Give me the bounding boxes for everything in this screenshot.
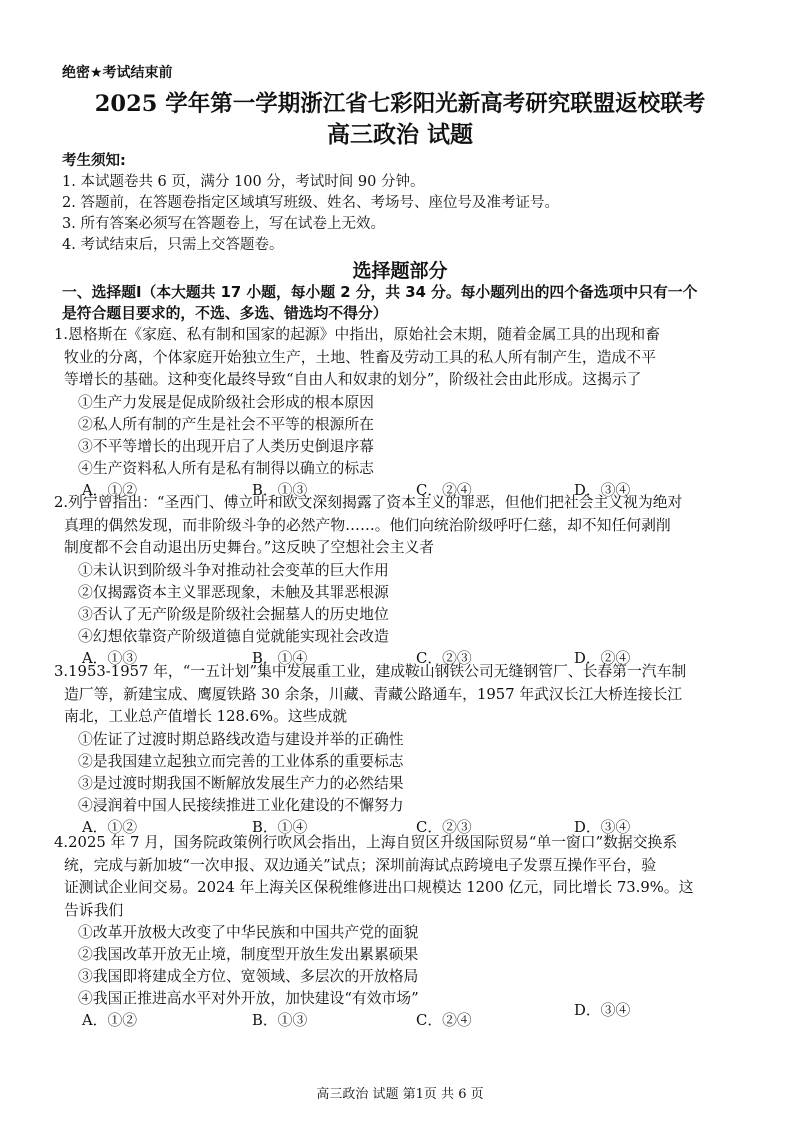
stem-line: 制度都不会自动退出历史舞台。”这反映了空想社会主义者	[64, 539, 435, 556]
notice-item: 3. 所有答案必须写在答题卷上，写在试卷上无效。	[62, 216, 385, 232]
question-stem	[54, 324, 754, 392]
statement: ④我国正推进高水平对外开放，加快建设“有效市场”	[78, 990, 419, 1007]
part-heading	[62, 282, 752, 324]
statement: ②是我国建立起独立而完善的工业体系的重要标志	[78, 752, 404, 770]
statement: ①改革开放极大改变了中华民族和中国共产党的面貌	[78, 924, 419, 941]
choice-c: C．②③	[416, 818, 472, 836]
statement: ②我国改革开放无止境，制度型开放生发出累累硕果	[78, 946, 419, 963]
notice-item: 4. 考试结束后，只需上交答题卷。	[62, 237, 284, 253]
statement: ③是过渡时期我国不断解放发展生产力的必然结果	[78, 774, 404, 792]
statement: ④幻想依靠资产阶级道德自觉就能实现社会改造	[78, 627, 389, 645]
choice-a: A．①③	[82, 649, 138, 667]
section-title: 选择题部分	[352, 260, 448, 282]
question-1	[54, 324, 754, 502]
choice-b: B．①③	[252, 481, 308, 499]
candidate-notice	[62, 150, 559, 256]
notice-item: 1. 本试题卷共 6 页，满分 100 分，考试时间 90 分钟。	[62, 174, 425, 190]
choice-b: B．①④	[252, 649, 308, 667]
stem-line: 真理的偶然发现，而非阶级斗争的必然产物……。他们向统治阶级呼吁仁慈，却不知任何剥削	[64, 516, 671, 534]
stem-line: 造厂等，新建宝成、鹰厦铁路 30 余条，川藏、青藏公路通车，1957 年武汉长江大桥连接长江	[64, 685, 683, 703]
choice-a: A．①②	[82, 481, 138, 499]
notice-item: 2. 答题前，在答题卷指定区域填写班级、姓名、考场号、座位号及准考证号。	[62, 195, 559, 211]
stem-line: 2.列宁曾指出：“圣西门、傅立叶和欧文深刻揭露了资本主义的罪恶，但他们把社会主义视为绝对	[54, 494, 683, 511]
answer-choices	[54, 1002, 754, 1032]
part-heading-line: 一、选择题Ⅰ（本大题共 17 小题，每小题 2 分，共 34 分。每小题列出的四个备选项中只有一个	[62, 284, 698, 301]
stem-line: 南北，工业总产值增长 128.6%。这些成就	[64, 708, 348, 725]
exam-title: 2025 学年第一学期浙江省七彩阳光新高考研究联盟返校联考	[94, 91, 706, 117]
page-footer: 高三政治 试题 第1页 共 6 页	[316, 1087, 484, 1102]
stem-line: 牧业的分离，个体家庭开始独立生产，土地、牲畜及劳动工具的私人所有制产生，造成不平	[64, 348, 656, 366]
statement-list	[54, 392, 754, 480]
choice-b: B．①③	[252, 1012, 308, 1029]
statement: ③不平等增长的出现开启了人类历史倒退序幕	[78, 437, 374, 455]
stem-line: 告诉我们	[64, 901, 124, 919]
statement: ①佐证了过渡时期总路线改造与建设并举的正确性	[78, 730, 404, 748]
statement: ①未认识到阶级斗争对推动社会变革的巨大作用	[78, 561, 389, 579]
question-stem	[54, 832, 754, 922]
choice-d: D．③④	[574, 1002, 631, 1019]
stem-line: 统，完成与新加坡“一次申报、双边通关”试点；深圳前海试点跨境电子发票互操作平台，验	[64, 856, 657, 874]
part-heading-line: 是符合题目要求的，不选、多选、错选均不得分）	[62, 305, 388, 322]
choice-b: B．①④	[252, 818, 308, 836]
choice-d: D．③④	[574, 818, 631, 836]
statement: ③我国即将建成全方位、宽领域、多层次的开放格局	[78, 968, 419, 985]
statement: ②私人所有制的产生是社会不平等的根源所在	[78, 415, 374, 433]
question-3	[54, 661, 754, 839]
stem-line: 证测试企业间交易。2024 年上海关区保税维修进出口规模达 1200 亿元，同比增长 73.9%。这	[64, 879, 694, 896]
statement-list	[54, 560, 754, 648]
statement: ②仅揭露资本主义罪恶现象，未触及其罪恶根源	[78, 583, 389, 601]
statement-list	[54, 922, 754, 1010]
confidential-mark: 绝密★考试结束前	[62, 65, 173, 81]
choice-a: A．①②	[82, 818, 138, 836]
stem-line: 3.1953-1957 年，“一五计划”集中发展重工业，建成鞍山钢铁公司无缝钢管厂、长春第一汽车制	[54, 663, 687, 680]
notice-heading: 考生须知:	[62, 153, 126, 169]
choice-c: C．②④	[416, 1012, 472, 1029]
choice-d: D．③④	[574, 481, 631, 499]
statement: ③否认了无产阶级是阶级社会掘墓人的历史地位	[78, 605, 389, 623]
statement: ④生产资料私人所有是私有制得以确立的标志	[78, 459, 374, 477]
exam-subtitle: 高三政治 试题	[326, 121, 473, 148]
statement-list	[54, 729, 754, 817]
choice-c: C．②④	[416, 481, 472, 499]
choice-a: A．①②	[82, 1012, 138, 1029]
stem-line: 4.2025 年 7 月，国务院政策例行吹风会指出，上海自贸区升级国际贸易“单一窗口”数据交换系	[54, 834, 678, 851]
choice-d: D．②④	[574, 649, 631, 667]
question-2	[54, 492, 754, 670]
question-stem	[54, 661, 754, 729]
stem-line: 等增长的基础。这种变化最终导致“自由人和奴隶的划分”，阶级社会由此形成。这揭示了	[64, 371, 642, 388]
choice-c: C．②③	[416, 649, 472, 667]
stem-line: 1.恩格斯在《家庭、私有制和国家的起源》中指出，原始社会末期，随着金属工具的出现和畜	[54, 326, 660, 343]
question-4	[54, 832, 754, 1032]
statement: ①生产力发展是促成阶级社会形成的根本原因	[78, 393, 374, 411]
statement: ④浸润着中国人民接续推进工业化建设的不懈努力	[78, 796, 404, 814]
question-stem	[54, 492, 754, 560]
